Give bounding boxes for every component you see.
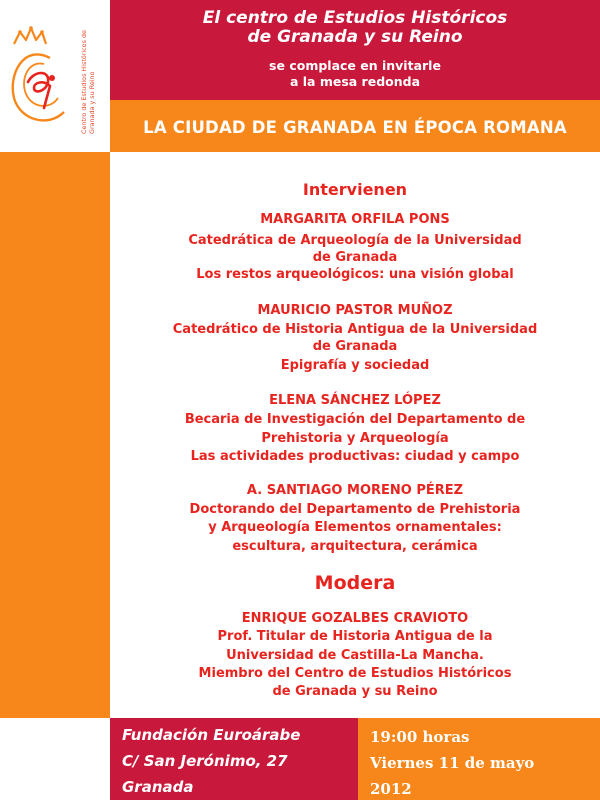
header-line2: de Granada y su Reino [247, 27, 463, 47]
footer-venue [110, 718, 358, 800]
datetime-line3: 2012 [370, 780, 412, 798]
intervienen-heading: Intervienen [302, 180, 408, 199]
speakers-content [110, 152, 600, 718]
speaker4-line1: Doctorando del Departamento de Prehistoria [189, 502, 521, 517]
logo-text-line1: Centro de Estudios Históricos de [80, 30, 88, 134]
venue-line3: Granada [122, 778, 194, 796]
moderator-line3: Miembro del Centro de Estudios Históricos [198, 666, 512, 681]
speaker1-line3: Los restos arqueológicos: una visión global [196, 267, 514, 282]
speaker3-line2: Prehistoria y Arqueología [261, 431, 449, 446]
speaker3-line3: Las actividades productivas: ciudad y campo [190, 449, 520, 464]
speaker2-line3: Epigrafía y sociedad [280, 358, 430, 373]
crown-logo-icon [4, 24, 74, 132]
speaker4-line3: escultura, arquitectura, cerámica [232, 539, 478, 554]
speaker4-name: A. SANTIAGO MORENO PÉREZ [246, 483, 464, 498]
moderator-line2: Universidad de Castilla-La Mancha. [226, 648, 484, 663]
speaker3-name: ELENA SÁNCHEZ LÓPEZ [269, 393, 441, 408]
footer-datetime [358, 718, 600, 800]
datetime-line2: Viernes 11 de mayo [370, 754, 535, 772]
speaker1-line1: Catedrática de Arqueología de la Universidad [188, 233, 522, 248]
logo-vertical-text [76, 24, 104, 140]
modera-heading: Modera [314, 572, 396, 594]
header-line4: a la mesa redonda [289, 74, 421, 89]
datetime-line1: 19:00 horas [370, 728, 470, 746]
moderator-name: ENRIQUE GOZALBES CRAVIOTO [241, 611, 469, 626]
speaker2-name: MAURICIO PASTOR MUÑOZ [257, 303, 453, 318]
event-title: LA CIUDAD DE GRANADA EN ÉPOCA ROMANA [143, 118, 567, 137]
venue-line2: C/ San Jerónimo, 27 [122, 752, 288, 770]
logo-text-line2: Granada y su Reino [88, 71, 96, 134]
title-band [110, 100, 600, 152]
header-line1: El centro de Estudios Históricos [202, 8, 508, 28]
left-orange-strip [0, 152, 110, 718]
header-line3: se complace en invitarle [269, 58, 441, 73]
speaker1-name: MARGARITA ORFILA PONS [260, 212, 450, 227]
moderator-line4: de Granada y su Reino [272, 684, 438, 699]
moderator-line1: Prof. Titular de Historia Antigua de la [217, 629, 493, 644]
speaker4-line2: y Arqueología Elementos ornamentales: [208, 520, 502, 535]
logo-area [0, 0, 110, 152]
speaker2-line1: Catedrático de Historia Antigua de la Universidad [172, 322, 538, 337]
header-band [110, 0, 600, 100]
speaker1-line2: de Granada [312, 250, 398, 265]
speaker2-line2: de Granada [312, 339, 398, 354]
venue-line1: Fundación Euroárabe [122, 726, 301, 744]
speaker3-line1: Becaria de Investigación del Departamento de [184, 412, 526, 427]
